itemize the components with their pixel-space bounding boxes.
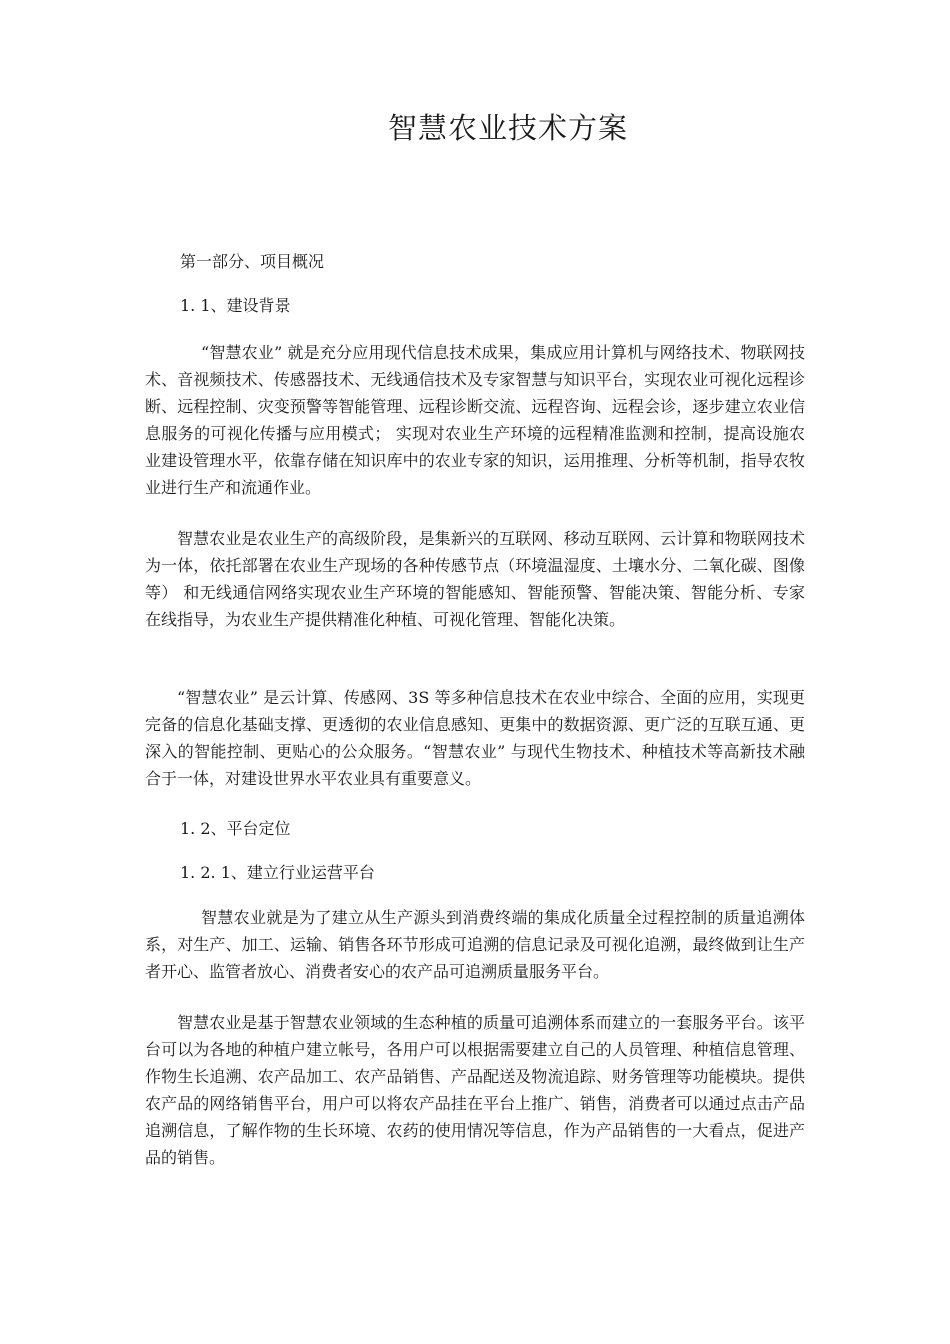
document-title: 智慧农业技术方案 bbox=[387, 111, 628, 145]
paragraph-background-3: “智慧农业” 是云计算、传感网、3S 等多种信息技术在农业中综合、全面的应用，实现更完备的信息化基础支撑、更透彻的农业信息感知、更集中的数据资源、更广泛的互联互通、更深入的智能控制、更贴心的公众服务。“智慧农业” 与现代生物技术、种植技术等高新技术融合于一体，对建设世界水平农业具有重要意义。 bbox=[145, 688, 805, 788]
subsection-heading-1-2-1: 1. 2. 1、建立行业运营平台 bbox=[180, 863, 375, 882]
paragraph-positioning-1: 智慧农业就是为了建立从生产源头到消费终端的集成化质量全过程控制的质量追溯体系，对生产、加工、运输、销售各环节形成可追溯的信息记录及可视化追溯，最终做到让生产者开心、监管者放心、消费者安心的农产品可追溯质量服务平台。 bbox=[145, 908, 805, 981]
subsection-heading-1-2: 1. 2、平台定位 bbox=[180, 819, 291, 838]
subsection-heading-1-1: 1. 1、建设背景 bbox=[180, 296, 291, 315]
paragraph-background-1: “智慧农业” 就是充分应用现代信息技术成果，集成应用计算机与网络技术、物联网技术、音视频技术、传感器技术、无线通信技术及专家智慧与知识平台，实现农业可视化远程诊断、远程控制、灾变预警等智能管理、远程诊断交流、远程咨询、远程会诊，逐步建立农业信息服务的可视化传播与应用模式； 实现对农业生产环境的远程精准监测和控制，提高设施农业建设管理水平，依靠存储在知识库中的农业专家的知识，运用推理、分析等机制，指导农牧业进行生产和流通作业。 bbox=[145, 343, 805, 497]
paragraph-positioning-2: 智慧农业是基于智慧农业领域的生态种植的质量可追溯体系而建立的一套服务平台。该平台可以为各地的种植户建立帐号，各用户可以根据需要建立自己的人员管理、种植信息管理、作物生长追溯、农产品加工、农产品销售、产品配送及物流追踪、财务管理等功能模块。提供农产品的网络销售平台，用户可以将农产品挂在平台上推广、销售，消费者可以通过点击产品追溯信息，了解作物的生长环境、农药的使用情况等信息，作为产品销售的一大看点，促进产品的销售。 bbox=[145, 1013, 805, 1167]
section-heading-part1: 第一部分、项目概况 bbox=[180, 252, 325, 271]
paragraph-background-2: 智慧农业是农业生产的高级阶段，是集新兴的互联网、移动互联网、云计算和物联网技术为一体，依托部署在农业生产现场的各种传感节点（环境温湿度、土壤水分、二氧化碳、图像等） 和无线通信网络实现农业生产环境的智能感知、智能预警、智能决策、智能分析、专家在线指导，为农业生产提供精准化种植、可视化管理、智能化决策。 bbox=[145, 529, 805, 629]
